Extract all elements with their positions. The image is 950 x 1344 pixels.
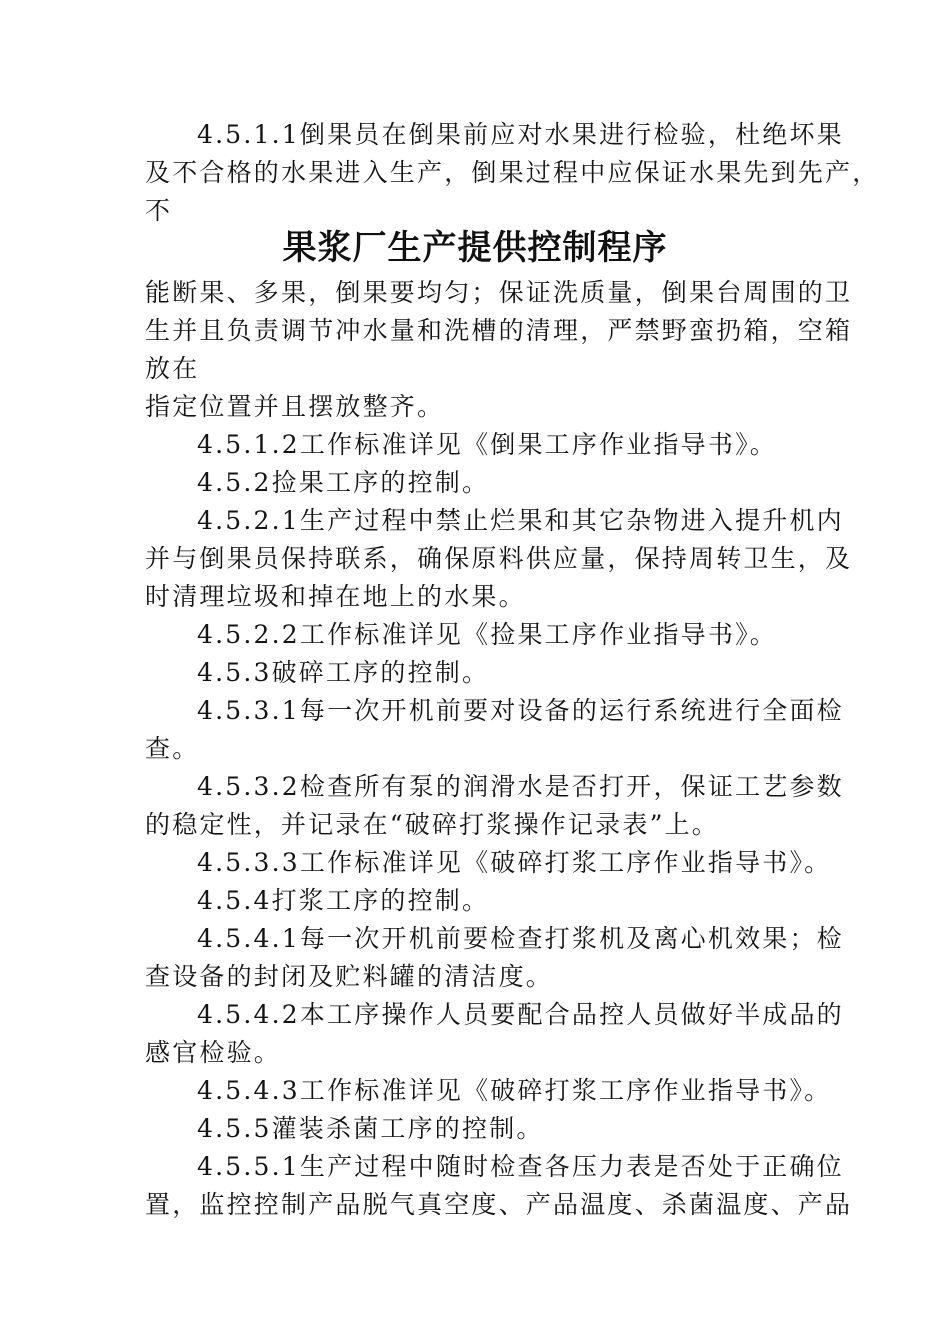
text-line: 4.5.4打浆工序的控制。: [197, 886, 490, 915]
text-line: 4.5.5.1生产过程中随时检查各压力表是否处于正确位: [197, 1152, 844, 1181]
text-line: 4.5.3.2检查所有泵的润滑水是否打开，保证工艺参数: [197, 772, 844, 801]
text-line: 并与倒果员保持联系，确保原料供应量，保持周转卫生，及: [145, 544, 853, 573]
text-line: 的稳定性，并记录在“破碎打浆操作记录表”上。: [145, 810, 719, 839]
text-line: 放在: [145, 354, 200, 383]
text-line: 及不合格的水果进入生产，倒果过程中应保证水果先到先产，: [145, 158, 880, 187]
text-line: 4.5.3.3工作标准详见《破碎打浆工序作业指导书》。: [197, 848, 832, 877]
text-line: 4.5.4.3工作标准详见《破碎打浆工序作业指导书》。: [197, 1076, 832, 1105]
text-line: 置，监控控制产品脱气真空度、产品温度、杀菌温度、产品: [145, 1190, 853, 1219]
text-line: 4.5.3.1每一次开机前要对设备的运行系统进行全面检: [197, 696, 844, 725]
top-paragraph: [145, 116, 880, 230]
text-line: 4.5.3破碎工序的控制。: [197, 658, 490, 687]
text-line: 查。: [145, 734, 200, 763]
text-line: 生并且负责调节冲水量和洗槽的清理，严禁野蛮扔箱，空箱: [145, 316, 853, 345]
text-line: 感官检验。: [145, 1038, 282, 1067]
text-line: 不: [145, 196, 173, 225]
text-line: 4.5.4.2本工序操作人员要配合品控人员做好半成品的: [197, 1000, 844, 1029]
text-line: 4.5.2捡果工序的控制。: [197, 468, 490, 497]
document-title: 果浆厂生产提供控制程序: [282, 228, 668, 268]
text-line: 查设备的封闭及贮料罐的清洁度。: [145, 962, 554, 991]
text-line: 4.5.2.2工作标准详见《捡果工序作业指导书》。: [197, 620, 777, 649]
text-line: 4.5.2.1生产过程中禁止烂果和其它杂物进入提升机内: [197, 506, 844, 535]
text-line: 4.5.1.2工作标准详见《倒果工序作业指导书》。: [197, 430, 777, 459]
body-text: [145, 274, 853, 1224]
text-line: 4.5.4.1每一次开机前要检查打浆机及离心机效果；检: [197, 924, 844, 953]
text-line: 能断果、多果，倒果要均匀；保证洗质量，倒果台周围的卫: [145, 278, 853, 307]
text-line: 4.5.1.1倒果员在倒果前应对水果进行检验，杜绝坏果: [197, 120, 844, 149]
text-line: 4.5.5灌装杀菌工序的控制。: [197, 1114, 544, 1143]
text-line: 时清理垃圾和掉在地上的水果。: [145, 582, 526, 611]
text-line: 指定位置并且摆放整齐。: [145, 392, 445, 421]
